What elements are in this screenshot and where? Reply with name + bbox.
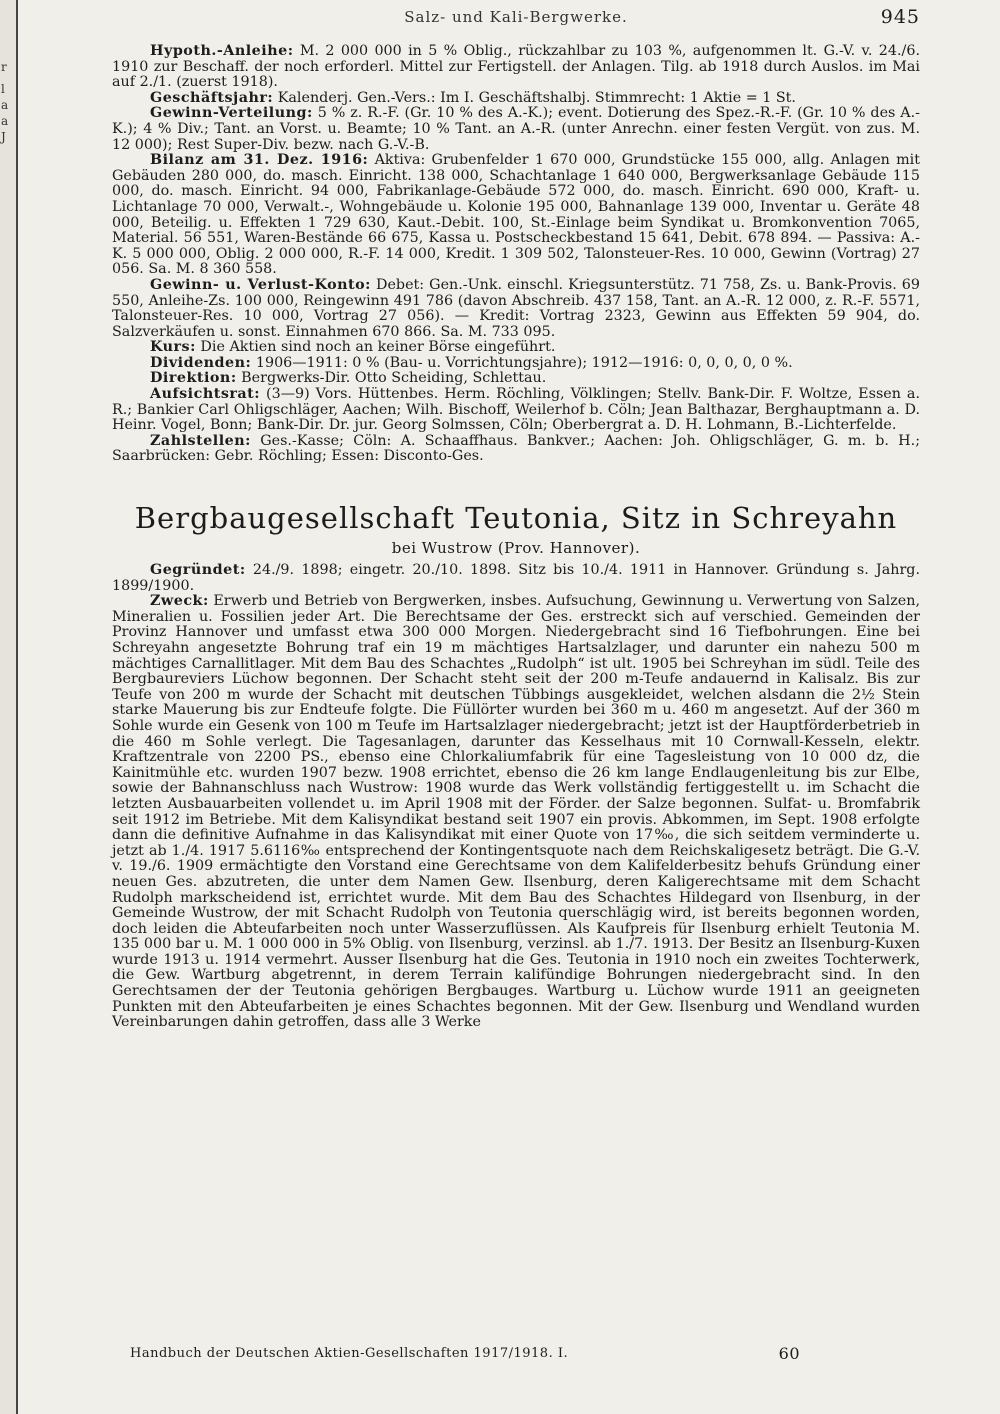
entry-paragraph	[112, 106, 920, 153]
entry-text: Kalenderj. Gen.-Vers.: Im I. Geschäftshalbj. Stimmrecht: 1 Aktie = 1 St.	[277, 89, 796, 106]
entry-label: Gegründet:	[150, 562, 246, 579]
entry-text: 1906—1911: 0 % (Bau- u. Vorrichtungsjahre); 1912—1916: 0, 0, 0, 0, 0 %.	[255, 354, 793, 371]
entry-label: Gewinn-Verteilung:	[150, 105, 313, 122]
document-page	[112, 4, 920, 1031]
entry-label: Direktion:	[150, 370, 237, 387]
company-section-1	[112, 44, 920, 465]
entry-label: Zahlstellen:	[150, 432, 251, 449]
entry-label: Kurs:	[150, 339, 196, 356]
entry-text: Erwerb und Betrieb von Bergwerken, insbes. Aufsuchung, Gewinnung u. Verwertung von Salzen, Mineralien u. Fossilien jeder Art. Die Berechtsame der Ges. erstreckt sich auf verschied. Gemeinden der Provinz Hannover und umfasst etwa 300 000 Morgen. Niedergebracht sind 16 Tiefbohrungen. Eine bei Schreyahn angesetzte Bohrung traf ein 19 m mächtiges Hartsalzlager, und darunter ein nahezu 500 m mächtiges Carnallitlager. Mit dem Bau des Schachtes „Rudolph“ ist ult. 1905 bei Schreyhan im südl. Teile des Bergbaureviers Lüchow begonnen. Der Schacht steht seit der 200 m-Teufe andauernd in Kalisalz. Bis zur Teufe von 200 m wurde der Schacht mit deutschen Tübbings ausgekleidet, welchen alsdann die 2½ Stein starke Mauerung bis zur Endteufe folgte. Die Füllörter wurden bei 360 m u. 460 m angesetzt. Auf der 360 m Sohle wurde ein Gesenk von 100 m Teufe im Hartsalzlager niedergebracht; jetzt ist der Hauptförderbetrieb in die 460 m Sohle verlegt. Die Tagesanlagen, darunter das Kesselhaus mit 10 Cornwall-Kesseln, elektr. Kraftzentrale von 2200 PS., ebenso eine Chlorkaliumfabrik für eine Tagesleistung von 10 000 dz, die Kainitmühle etc. wurden 1907 bezw. 1908 errichtet, ebenso die 26 km lange Endlaugenleitung bis zur Elbe, sowie der Bahnanschluss nach Wustrow: 1908 wurde das Werk vollständig fertiggestellt u. im Schacht die letzten Ausbauarbeiten vollendet u. im April 1908 mit der Förder. der Salze begonnen. Sulfat- u. Bromfabrik seit 1912 im Betriebe. Mit dem Kalisyndikat bestand seit 1907 ein provis. Abkommen, im Sept. 1908 erfolgte dann die definitive Aufnahme in das Kalisyndikat mit einer Quote von 17‰, die sich seitdem verminderte u. jetzt ab 1./4. 1917 5.6116‰ entsprechend der Kontingentsquote nach dem Reichskaligesetz beträgt. Die G.-V. v. 19./6. 1909 ermächtigte den Vorstand eine Gerechtsame von dem Kalifelderbesitz behufs Gründung einer neuen Ges. abzutreten, die unter dem Namen Gew. Ilsenburg, deren Kaligerechtsame mit dem Schacht Rudolph markscheidend ist, errichtet wurde. Mit dem Bau des Schachtes Hildegard von Ilsenburg, in der Gemeinde Wustrow, der mit Schacht Rudolph von Teutonia querschlägig wird, ist bereits begonnen worden, doch leiden die Abteufarbeiten noch unter Wasserzuflüssen. Als Kaufpreis für Ilsenburg erhielt Teutonia M. 135 000 bar u. M. 1 000 000 in 5% Oblig. von Ilsenburg, verzinsl. ab 1./7. 1913. Der Besitz an Ilsenburg-Kuxen wurde 1913 u. 1914 vermehrt. Ausser Ilsenburg hat die Ges. Teutonia in 1910 noch ein zweites Tochterwerk, die Gew. Wartburg abgetrennt, in derem Terrain kalifündige Bohrungen niedergebracht sind. In den Gerechtsamen der der Teutonia gehörigen Bergbauges. Wartburg u. Lüchow wurde 1911 an geeigneten Punkten mit den Abteufarbeiten je eines Schachtes begonnen. Mit der Gew. Ilsenburg und Wendland wurden Vereinbarungen dahin getroffen, dass alle 3 Werke	[112, 593, 921, 1031]
entry-text: 24./9. 1898; eingetr. 20./10. 1898. Sitz bis 10./4. 1911 in Hannover. Gründung s. Jahrg. 1899/1900.	[112, 562, 920, 594]
entry-paragraph	[112, 434, 920, 465]
signature-mark: 60	[778, 1344, 800, 1363]
entry-text: 5 % z. R.-F. (Gr. 10 % des A.-K.); event. Dotierung des Spez.-R.-F. (Gr. 10 % des A.-K.); 4 % Div.; Tant. an Vorst. u. Beamte; 10 % Tant. an A.-R. (unter Anrechn. einer festen Vergüt. von zus. M. 12 000); Rest Super-Div. bezw. nach G.-V.-B.	[112, 105, 921, 153]
entry-paragraph	[112, 594, 920, 1031]
page-footer	[130, 1346, 800, 1361]
gutter-mark: a	[1, 114, 9, 128]
entry-paragraph	[112, 44, 920, 91]
entry-label: Zweck:	[150, 593, 209, 610]
entry-text: Debet: Gen.-Unk. einschl. Kriegsunterstütz. 71 758, Zs. u. Bank-Provis. 69 550, Anleihe-Zs. 100 000, Reingewinn 491 786 (davon Abschreib. 437 158, Tant. an A.-R. 12 000, z. R.-F. 5571, Talonsteuer-Res. 10 000, Vortrag 27 056). — Kredit: Vortrag 2323, Gewinn aus Effekten 59 904, do. Salzverkäufen u. sonst. Einnahmen 670 866. Sa. M. 733 095.	[112, 276, 921, 340]
entry-text: Ges.-Kasse; Cöln: A. Schaaffhaus. Bankver.; Aachen: Joh. Ohligschläger, G. m. b. H.; Saarbrücken: Gebr. Röchling; Essen: Disconto-Ges.	[112, 432, 921, 465]
entry-text: M. 2 000 000 in 5 % Oblig., rückzahlbar zu 103 %, aufgenommen lt. G.-V. v. 24./6. 1910 zur Beschaff. der noch erforderl. Mittel zur Fertigstell. der Anlagen. Tilg. ab 1918 durch Auslos. im Mai auf 2./1. (zuerst 1918).	[112, 43, 921, 91]
footer-text: Handbuch der Deutschen Aktien-Gesellschaften 1917/1918. I.	[130, 1346, 569, 1361]
entry-paragraph	[112, 153, 920, 278]
entry-paragraph	[112, 340, 920, 356]
entry-text: (3—9) Vors. Hüttenbes. Herm. Röchling, Völklingen; Stellv. Bank-Dir. F. Woltze, Essen a. R.; Bankier Carl Ohligschläger, Aachen; Wilh. Bischoff, Weilerhof b. Cöln; Jean Balthazar, Berghauptmann a. D. Heinr. Vogel, Bonn; Bank-Dir. Dr. jur. Georg Solmssen, Cöln; Oberbergrat a. D. H. Lohmann, B.-Lichterfelde.	[112, 386, 920, 434]
entry-paragraph	[112, 371, 920, 387]
company-title: Bergbaugesellschaft Teutonia, Sitz in Schreyahn	[134, 501, 898, 536]
entry-paragraph	[112, 387, 920, 434]
entry-text: Die Aktien sind noch an keiner Börse eingeführt.	[200, 339, 556, 356]
entry-paragraph	[112, 278, 920, 340]
entry-paragraph	[112, 356, 920, 372]
entry-paragraph	[112, 563, 920, 594]
gutter-mark: J	[1, 130, 6, 144]
entry-label: Bilanz am 31. Dez. 1916:	[150, 152, 369, 169]
entry-text: Aktiva: Grubenfelder 1 670 000, Grundstücke 155 000, allg. Anlagen mit Gebäuden 280 000, do. masch. Einricht. 138 000, Schachtanlage 1 640 000, Bergwerksanlage Gebäude 115 000, do. masch. Einricht. 94 000, Fabrikanlage-Gebäude 572 000, do. masch. Einricht. 690 000, Kraft- u. Lichtanlage 70 000, Verwalt.-, Wohngebäude u. Kolonie 195 000, Bahnanlage 139 000, Inventar u. Geräte 48 000, Beteilig. u. Effekten 1 729 630, Kaut.-Debit. 100, St.-Einlage beim Syndikat u. Bromkonvention 7065, Material. 56 551, Waren-Bestände 66 675, Kassa u. Postscheckbestand 15 641, Debit. 678 894. — Passiva: A.-K. 5 000 000, Oblig. 2 000 000, R.-F. 14 000, Kredit. 1 309 502, Talonsteuer-Res. 10 000, Gewinn (Vortrag) 27 056. Sa. M. 8 360 558.	[112, 152, 921, 278]
running-head	[112, 4, 920, 30]
entry-label: Gewinn- u. Verlust-Konto:	[150, 276, 371, 293]
entry-text: Bergwerks-Dir. Otto Scheiding, Schlettau.	[241, 370, 547, 387]
company-section-2	[112, 563, 920, 1031]
entry-label: Geschäftsjahr:	[150, 89, 274, 106]
binding-gutter	[0, 0, 18, 1414]
gutter-mark: a	[1, 98, 9, 112]
entry-paragraph	[112, 91, 920, 107]
company-subtitle: bei Wustrow (Prov. Hannover).	[391, 539, 641, 558]
gutter-mark: l	[1, 82, 5, 96]
page-number: 945	[880, 6, 920, 28]
entry-label: Hypoth.-Anleihe:	[150, 43, 294, 59]
running-title: Salz- und Kali-Bergwerke.	[404, 8, 628, 26]
gutter-mark: r	[1, 60, 7, 74]
entry-label: Aufsichtsrat:	[150, 386, 261, 403]
entry-label: Dividenden:	[150, 354, 252, 371]
